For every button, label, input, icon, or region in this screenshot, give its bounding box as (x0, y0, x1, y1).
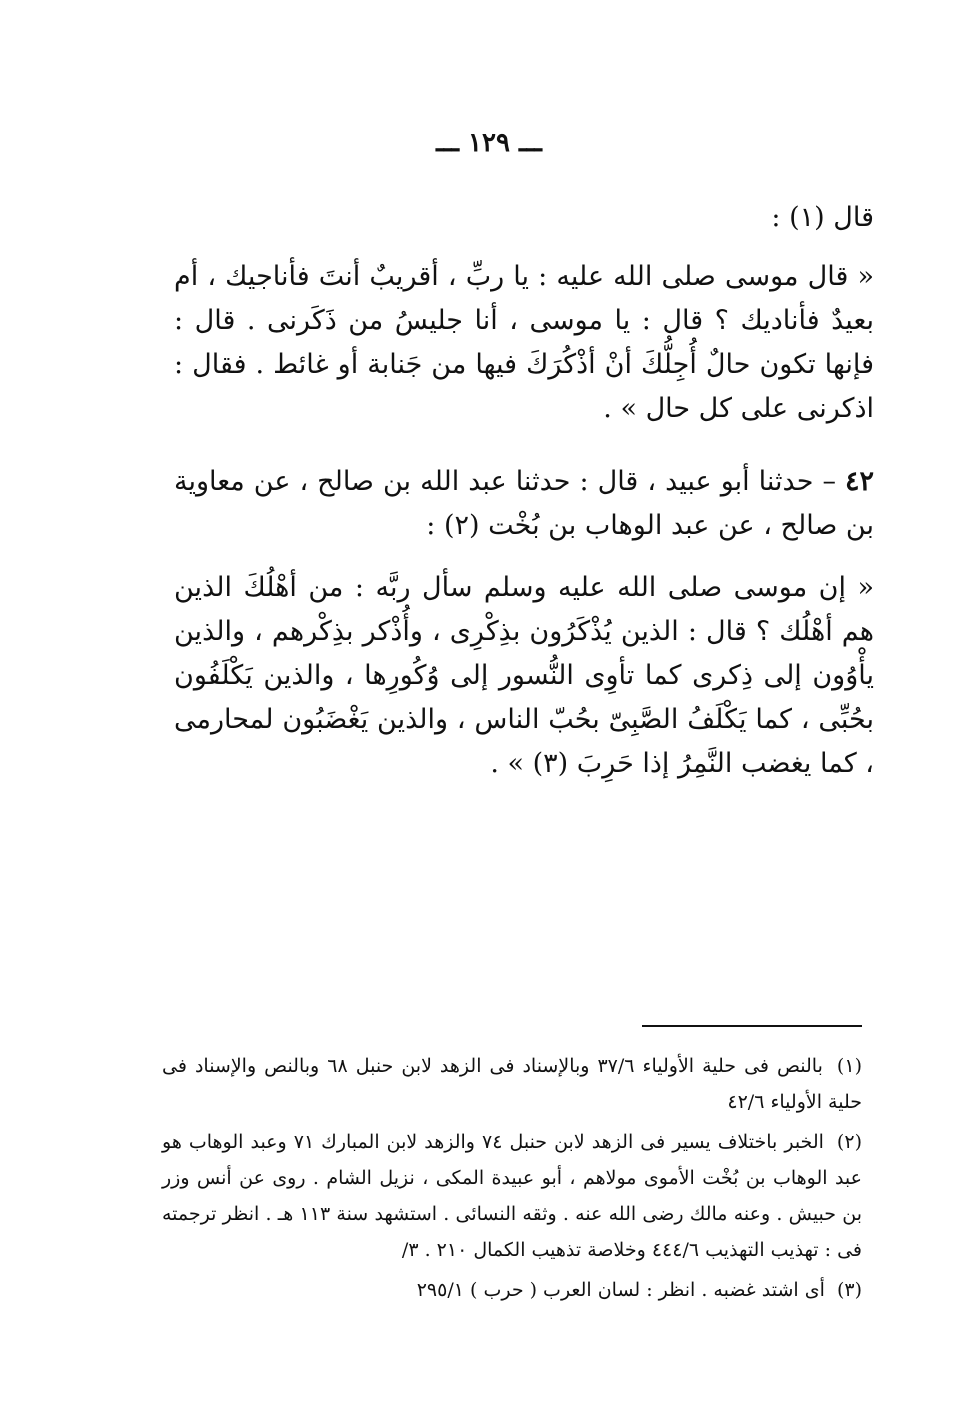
footnote-text: أى اشتد غضبه . انظر : لسان العرب ( حرب ) ٢٩٥/١ (416, 1279, 825, 1301)
footnote-2 (162, 1124, 862, 1268)
qal-intro-line: قال (١) : (771, 202, 874, 233)
hadith-42-isnad (174, 460, 874, 548)
page-number: ـــ ١٢٩ ـــ (436, 128, 542, 158)
footnote-text: بالنص فى حلية الأولياء ٣٧/٦ وبالإسناد فى الزهد لابن حنبل ٦٨ وبالنص والإسناد فى حلية الأولياء ٤٢/٦ (162, 1055, 862, 1113)
footnote-3 (162, 1272, 862, 1308)
footnotes-section (162, 1048, 862, 1312)
footnote-divider (642, 1025, 862, 1027)
footnote-marker: (٣) (836, 1279, 862, 1301)
paragraph-musa-dialogue: « قال موسى صلى الله عليه : يا ربِّ ، أقريبٌ أنتَ فأناجيك ، أم بعيدٌ فأناديك ؟ قال : يا موسى ، أنا جليسُ من ذَكَرنى . قال : فإنها تكون حالٌ أُجِلُّكَ أنْ أذْكُرَكَ فيها من جَنابة أو غائط . فقال : اذكرنى على كل حال » . (174, 261, 874, 424)
footnote-text: الخبر باختلاف يسير فى الزهد لابن حنبل ٧٤ والزهد لابن المبارك ٧١ وعبد الوهاب هو عبد الوهاب بن بُخْت الأموى مولاهم ، أبو عبيدة المكى ، نزيل الشام . روى عن أنس وزر بن حبيش . وعنه مالك رضى الله عنه . وثقه النسائى . استشهد سنة ١١٣ هـ . انظر ترجمته فى : تهذيب التهذيب ٤٤٤/٦ وخلاصة تذهيب الكمال ٢١٠ . ٣/ (162, 1131, 862, 1261)
footnote-marker: (٢) (836, 1131, 862, 1153)
hadith-isnad-text: – حدثنا أبو عبيد ، قال : حدثنا عبد الله بن صالح ، عن معاوية بن صالح ، عن عبد الوهاب بن بُخْت (٢) : (174, 466, 874, 541)
paragraph-musa-ahl: « إن موسى صلى الله عليه وسلم سأل ربَّه : من أهْلُكَ الذين هم أهْلُك ؟ قال : الذين يُذْكَرُون بذِكْرِى ، وأُذْكر بذِكْرهم ، والذين يأْوُون إلى ذِكرى كما تأوِى النُّسور إلى وُكُورِها ، والذين يَكْلَفُون بحُبِّى ، كما يَكْلَفُ الصَّبِىّ بحُبّ الناس ، والذين يَغْضَبُون لمحارمى ، كما يغضب النَّمِرُ إذا حَرِبَ (٣) » . (174, 572, 874, 779)
hadith-number: ٤٢ (844, 466, 874, 497)
footnote-marker: (١) (836, 1055, 862, 1077)
footnote-1 (162, 1048, 862, 1120)
